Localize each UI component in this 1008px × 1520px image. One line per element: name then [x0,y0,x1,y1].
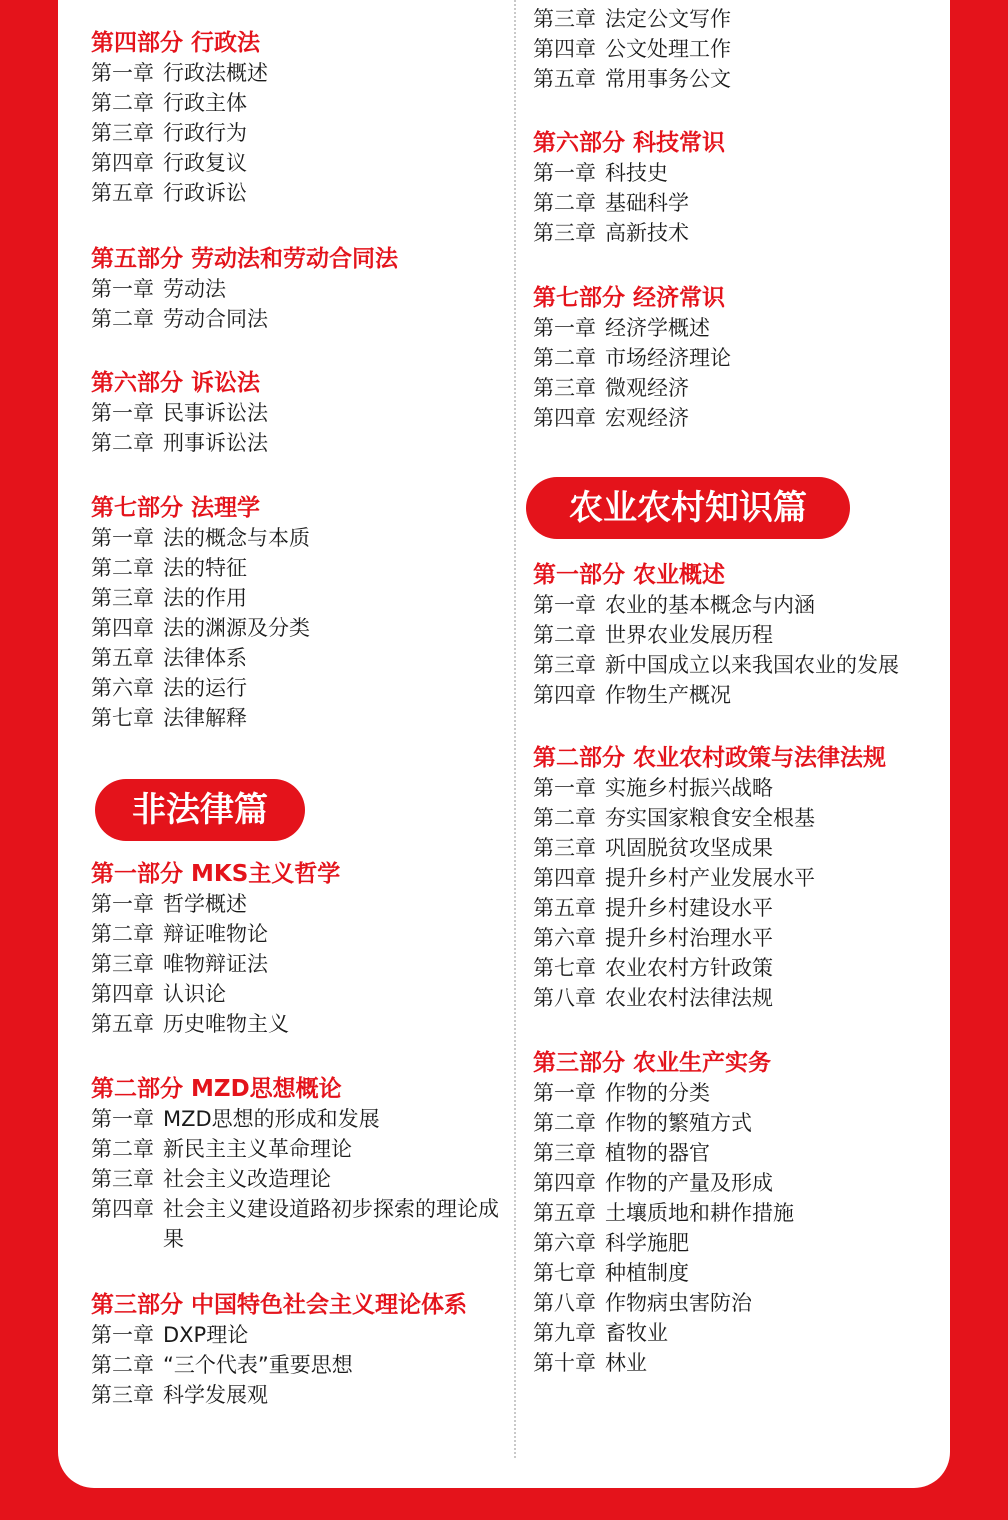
chapter-number: 第二章 [91,1137,154,1161]
chapter-item [533,403,943,433]
chapter-item [533,803,943,833]
chapter-item [91,919,506,949]
chapter-title: 提升乡村产业发展水平 [605,866,815,890]
chapter-title: 科学施肥 [605,1231,689,1255]
chapter-number: 第二章 [91,1353,154,1377]
chapter-number: 第五章 [91,1012,154,1036]
chapter-title: 行政法概述 [163,61,268,85]
chapter-number: 第二章 [91,922,154,946]
chapter-title: 作物的繁殖方式 [605,1111,752,1135]
chapter-number: 第二章 [533,1111,596,1135]
section-agri-policy [533,743,943,1013]
chapter-title: 社会主义改造理论 [163,1167,331,1191]
chapter-item [533,158,943,188]
chapter-item [533,833,943,863]
chapter-number: 第六章 [533,1231,596,1255]
chapter-item [533,620,943,650]
chapter-number: 第四章 [91,616,154,640]
chapter-number: 第五章 [533,1201,596,1225]
section-economics [533,283,943,433]
chapter-item [91,148,506,178]
chapter-title: 作物的分类 [605,1081,710,1105]
chapter-number: 第四章 [91,151,154,175]
chapter-number: 第二章 [91,431,154,455]
chapter-number: 第三章 [91,952,154,976]
chapter-number: 第九章 [533,1321,596,1345]
part-title: 第三部分 农业生产实务 [533,1050,772,1076]
chapter-title: 土壤质地和耕作措施 [605,1201,794,1225]
chapter-item [91,949,506,979]
chapter-title: 种植制度 [605,1261,689,1285]
chapter-item [91,398,506,428]
column-divider [514,0,516,1458]
chapter-number: 第一章 [91,1323,154,1347]
section-philosophy [91,859,506,1039]
part-title: 第二部分 MZD思想概论 [91,1076,342,1102]
chapter-title: 科学发展观 [163,1383,268,1407]
chapter-number: 第四章 [533,406,596,430]
chapter-number: 第二章 [533,346,596,370]
chapter-number: 第五章 [533,896,596,920]
chapter-item [533,4,943,34]
chapter-number: 第五章 [533,67,596,91]
chapter-item [91,703,506,733]
part-title: 第七部分 法理学 [91,495,261,521]
chapter-item [533,650,943,680]
chapter-item [91,88,506,118]
chapter-title: 历史唯物主义 [163,1012,289,1036]
chapter-title: 农业的基本概念与内涵 [605,593,815,617]
chapter-number: 第三章 [533,376,596,400]
chapter-item [533,863,943,893]
chapter-title: 夯实国家粮食安全根基 [605,806,815,830]
chapter-item [91,1164,506,1194]
chapter-number: 第一章 [91,892,154,916]
non-law-heading: 非法律篇 [95,779,305,841]
chapter-number: 第七章 [91,706,154,730]
chapter-item [533,1258,943,1288]
chapter-number: 第二章 [533,623,596,647]
chapter-title: 劳动合同法 [163,307,268,331]
chapter-title: 法的作用 [163,586,247,610]
chapter-title: 认识论 [163,982,226,1006]
chapter-number: 第三章 [91,1167,154,1191]
chapter-item [533,64,943,94]
chapter-number: 第八章 [533,1291,596,1315]
chapter-number: 第三章 [533,221,596,245]
chapter-item [533,1348,943,1378]
chapter-item [91,673,506,703]
chapter-number: 第六章 [533,926,596,950]
chapter-title: 行政诉讼 [163,181,247,205]
chapter-title: 林业 [605,1351,647,1375]
chapter-title: 常用事务公文 [605,67,731,91]
chapter-title: 法的特征 [163,556,247,580]
chapter-number: 第三章 [91,1383,154,1407]
chapter-title: 宏观经济 [605,406,689,430]
chapter-number: 第一章 [533,161,596,185]
chapter-number: 第六章 [91,676,154,700]
chapter-title: 民事诉讼法 [163,401,268,425]
chapter-item [91,553,506,583]
chapter-title: 农业农村法律法规 [605,986,773,1010]
chapter-number: 第七章 [533,1261,596,1285]
chapter-number: 第七章 [533,956,596,980]
chapter-number: 第二章 [533,191,596,215]
chapter-number: 第三章 [91,121,154,145]
chapter-number: 第二章 [91,556,154,580]
chapter-title: 公文处理工作 [605,37,731,61]
chapter-title: 微观经济 [605,376,689,400]
chapter-number: 第三章 [533,1141,596,1165]
chapter-item [533,953,943,983]
chapter-number: 第四章 [533,1171,596,1195]
chapter-item [533,680,943,710]
chapter-item [91,643,506,673]
chapter-number: 第四章 [533,683,596,707]
section-science [533,128,943,248]
chapter-title: 作物病虫害防治 [605,1291,752,1315]
part-title: 第七部分 经济常识 [533,285,726,311]
chapter-title: 巩固脱贫攻坚成果 [605,836,773,860]
chapter-title: 植物的器官 [605,1141,710,1165]
chapter-item [533,188,943,218]
chapter-item [91,178,506,208]
chapter-number: 第二章 [91,307,154,331]
chapter-number: 第五章 [91,646,154,670]
chapter-item [533,1138,943,1168]
chapter-item [91,613,506,643]
chapter-title: 新民主主义革命理论 [163,1137,352,1161]
chapter-number: 第四章 [533,37,596,61]
chapter-number: 第八章 [533,986,596,1010]
section-labor-law [91,244,506,334]
chapter-number: 第三章 [533,653,596,677]
chapter-title: 哲学概述 [163,892,247,916]
chapter-item [91,1350,506,1380]
chapter-item [91,428,506,458]
chapter-title: 法定公文写作 [605,7,731,31]
chapter-number: 第一章 [533,316,596,340]
chapter-item [533,983,943,1013]
chapter-number: 第一章 [91,1107,154,1131]
chapter-item [533,34,943,64]
chapter-item [533,218,943,248]
chapter-item [91,58,506,88]
chapter-number: 第二章 [533,806,596,830]
chapter-title: 市场经济理论 [605,346,731,370]
part-title: 第五部分 劳动法和劳动合同法 [91,246,399,272]
chapter-title: 作物的产量及形成 [605,1171,773,1195]
chapter-item [91,1194,506,1254]
chapter-number: 第一章 [533,1081,596,1105]
part-title: 第三部分 中国特色社会主义理论体系 [91,1292,468,1318]
chapter-item [533,923,943,953]
chapter-item [533,1108,943,1138]
chapter-item [533,1168,943,1198]
chapter-number: 第四章 [91,1197,154,1221]
part-title: 第二部分 农业农村政策与法律法规 [533,745,887,771]
chapter-item [533,1198,943,1228]
chapter-title: 农业农村方针政策 [605,956,773,980]
chapter-item [91,523,506,553]
chapter-title: 唯物辩证法 [163,952,268,976]
chapter-item [533,590,943,620]
part-title: 第一部分 农业概述 [533,562,726,588]
chapter-number: 第一章 [533,776,596,800]
chapter-title: 行政行为 [163,121,247,145]
chapter-item [91,889,506,919]
chapter-number: 第四章 [533,866,596,890]
chapter-title: MZD思想的形成和发展 [163,1107,380,1131]
chapter-item [533,893,943,923]
chapter-title: 科技史 [605,161,668,185]
chapter-title: 法的渊源及分类 [163,616,310,640]
chapter-number: 第一章 [533,593,596,617]
chapter-title: 辩证唯物论 [163,922,268,946]
chapter-item [91,1104,506,1134]
chapter-item [533,1078,943,1108]
chapter-item [533,343,943,373]
chapter-title: 世界农业发展历程 [605,623,773,647]
top-chapters [533,4,943,94]
chapter-title: 提升乡村建设水平 [605,896,773,920]
chapter-number: 第一章 [91,526,154,550]
chapter-title: 劳动法 [163,277,226,301]
chapter-number: 第一章 [91,401,154,425]
chapter-title: “三个代表”重要思想 [163,1353,353,1377]
chapter-title: 刑事诉讼法 [163,431,268,455]
chapter-number: 第三章 [533,7,596,31]
chapter-item [91,1134,506,1164]
part-title: 第四部分 行政法 [91,30,261,56]
chapter-item [91,583,506,613]
section-agri-practice [533,1048,943,1378]
chapter-item [91,274,506,304]
chapter-item [91,1009,506,1039]
chapter-title: 行政主体 [163,91,247,115]
part-title: 第一部分 MKS主义哲学 [91,861,341,887]
chapter-title: 畜牧业 [605,1321,668,1345]
chapter-title: 提升乡村治理水平 [605,926,773,950]
chapter-item [533,1318,943,1348]
chapter-item [91,118,506,148]
section-jurisprudence [91,493,506,733]
section-admin-law [91,28,506,208]
section-socialism-theory [91,1290,506,1410]
chapter-number: 第一章 [91,277,154,301]
chapter-item [91,304,506,334]
chapter-number: 第一章 [91,61,154,85]
chapter-title: 法的运行 [163,676,247,700]
chapter-number: 第三章 [91,586,154,610]
part-title: 第六部分 科技常识 [533,130,726,156]
chapter-title: 法律解释 [163,706,247,730]
chapter-title: 经济学概述 [605,316,710,340]
chapter-item [91,1380,506,1410]
chapter-number: 第三章 [533,836,596,860]
part-title: 第六部分 诉讼法 [91,370,261,396]
chapter-title: 高新技术 [605,221,689,245]
chapter-title: 新中国成立以来我国农业的发展 [605,653,899,677]
chapter-title: DXP理论 [163,1323,249,1347]
chapter-title: 法律体系 [163,646,247,670]
chapter-number: 第二章 [91,91,154,115]
chapter-title: 社会主义建设道路初步探索的理论成果 [163,1197,499,1251]
chapter-item [533,773,943,803]
chapter-number: 第十章 [533,1351,596,1375]
chapter-title: 实施乡村振兴战略 [605,776,773,800]
chapter-title: 行政复议 [163,151,247,175]
chapter-title: 作物生产概况 [605,683,731,707]
agri-heading: 农业农村知识篇 [526,477,850,539]
chapter-item [533,313,943,343]
chapter-item [533,373,943,403]
chapter-number: 第五章 [91,181,154,205]
chapter-item [91,979,506,1009]
section-mzd-thought [91,1074,506,1254]
section-procedure-law [91,368,506,458]
chapter-title: 法的概念与本质 [163,526,310,550]
chapter-item [533,1288,943,1318]
chapter-item [533,1228,943,1258]
chapter-title: 基础科学 [605,191,689,215]
chapter-number: 第四章 [91,982,154,1006]
section-agri-overview [533,560,943,710]
chapter-item [91,1320,506,1350]
